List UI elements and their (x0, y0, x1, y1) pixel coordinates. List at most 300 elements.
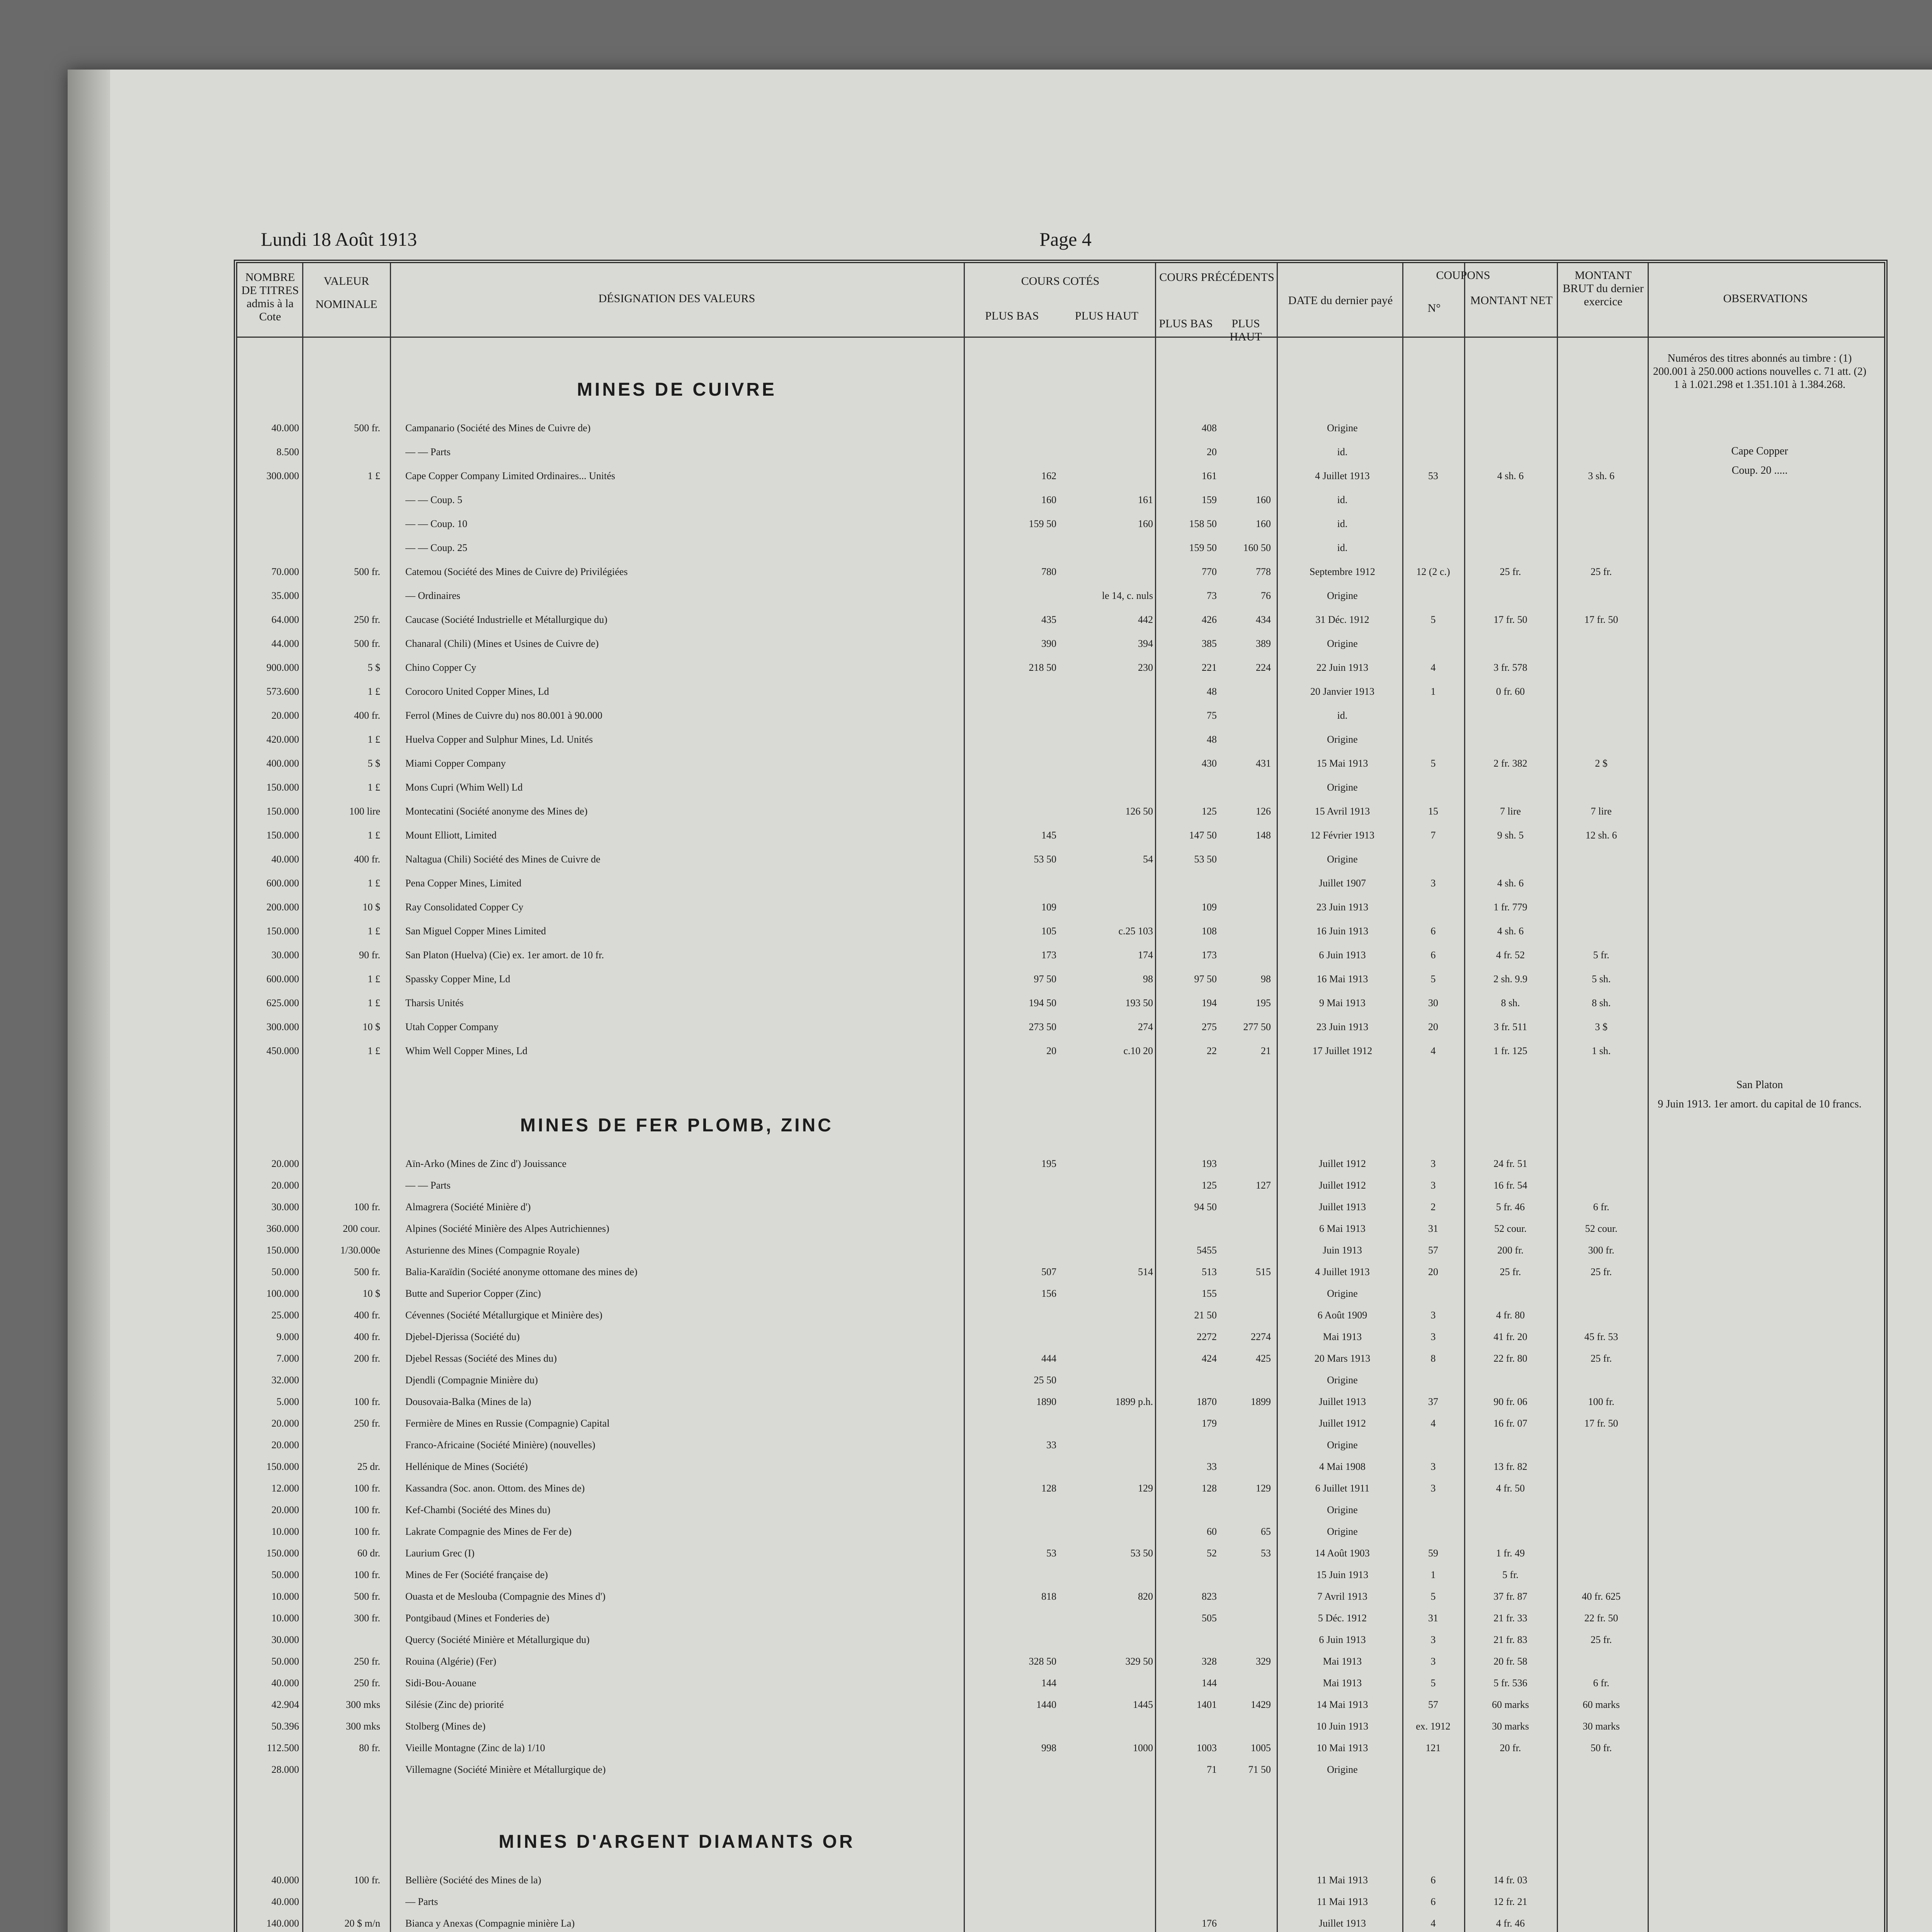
col-nombre: 20.000 (271, 1504, 299, 1515)
header-montant-net: MONTANT NET (1470, 294, 1553, 307)
table-row (237, 661, 1884, 674)
col-prec-haut: 1899 (1251, 1396, 1271, 1407)
col-montant-net: 1 fr. 49 (1496, 1548, 1525, 1559)
col-coupon-num: 4 (1430, 1418, 1436, 1429)
col-montant-brut: 2 $ (1595, 758, 1608, 769)
col-coupon-num: 3 (1430, 1180, 1436, 1191)
col-nombre: 44.000 (271, 638, 299, 649)
col-prec-haut: 71 50 (1248, 1764, 1271, 1775)
newspaper-page (68, 70, 1932, 1932)
col-nombre: 20.000 (271, 1180, 299, 1191)
col-designation: Villemagne (Société Minière et Métallurgique de) (405, 1764, 606, 1775)
col-coupon-num: 6 (1430, 1896, 1436, 1907)
col-coupon-date: id. (1337, 446, 1348, 457)
col-nombre: 200.000 (266, 901, 299, 913)
section-title: MINES DE FER PLOMB, ZINC (520, 1115, 833, 1136)
col-designation: Djendli (Compagnie Minière du) (405, 1374, 538, 1386)
col-cours-bas: 173 (1041, 949, 1056, 961)
col-coupon-num: 57 (1428, 1699, 1438, 1710)
col-designation: Caucase (Société Industrielle et Métallurgique du) (405, 614, 607, 625)
col-montant-net: 17 fr. 50 (1493, 614, 1527, 625)
col-designation: Corocoro United Copper Mines, Ld (405, 686, 549, 697)
table-row (237, 829, 1884, 842)
col-valeur: 1/30.000e (340, 1245, 380, 1256)
col-montant-net: 60 marks (1492, 1699, 1529, 1710)
col-valeur: 10 $ (362, 1021, 380, 1032)
col-nombre: 150.000 (266, 830, 299, 841)
col-valeur: 100 fr. (354, 1504, 380, 1515)
col-valeur: 25 dr. (357, 1461, 380, 1472)
col-nombre: 150.000 (266, 782, 299, 793)
col-coupon-date: Juillet 1913 (1318, 1201, 1366, 1213)
col-coupon-date: Origine (1327, 1288, 1358, 1299)
col-montant-net: 2 sh. 9.9 (1493, 973, 1528, 985)
section-title: MINES D'ARGENT DIAMANTS OR (498, 1832, 855, 1852)
col-valeur: 1 £ (367, 973, 380, 985)
col-prec-bas: 108 (1202, 925, 1217, 937)
col-cours-bas: 195 (1041, 1158, 1056, 1169)
table-row (237, 1020, 1884, 1034)
col-nombre: 70.000 (271, 566, 299, 577)
col-coupon-date: 16 Juin 1913 (1316, 925, 1369, 937)
col-montant-net: 21 fr. 33 (1493, 1612, 1527, 1624)
col-montant-net: 5 fr. 46 (1496, 1201, 1525, 1213)
table-row (237, 1044, 1884, 1058)
col-coupon-num: 6 (1430, 925, 1436, 937)
col-valeur: 5 $ (367, 662, 380, 673)
col-coupon-date: 20 Mars 1913 (1314, 1353, 1371, 1364)
col-montant-brut: 25 fr. (1590, 1353, 1612, 1364)
col-designation: Asturienne des Mines (Compagnie Royale) (405, 1245, 580, 1256)
col-designation: Kef-Chambi (Société des Mines du) (405, 1504, 551, 1515)
col-montant-brut: 100 fr. (1588, 1396, 1614, 1407)
col-montant-brut: 40 fr. 625 (1582, 1591, 1621, 1602)
col-prec-bas: 144 (1202, 1677, 1217, 1689)
col-cours-haut: 160 (1138, 518, 1153, 529)
col-montant-net: 14 fr. 03 (1493, 1874, 1527, 1886)
col-valeur: 500 fr. (354, 566, 380, 577)
col-coupon-num: 8 (1430, 1353, 1436, 1364)
table-row (237, 1265, 1884, 1279)
col-designation: Alpines (Société Minière des Alpes Autrichiennes) (405, 1223, 609, 1234)
col-coupon-num: 4 (1430, 1045, 1436, 1056)
col-coupon-num: 7 (1430, 830, 1436, 841)
col-montant-net: 200 fr. (1497, 1245, 1524, 1256)
col-nombre: 450.000 (266, 1045, 299, 1056)
col-cours-haut: 394 (1138, 638, 1153, 649)
col-cours-haut: 54 (1143, 854, 1153, 865)
col-prec-haut: 389 (1256, 638, 1271, 649)
col-cours-haut: 820 (1138, 1591, 1153, 1602)
col-coupon-date: 6 Juin 1913 (1319, 1634, 1366, 1645)
col-coupon-date: Mai 1913 (1323, 1656, 1362, 1667)
col-coupon-num: 3 (1430, 1483, 1436, 1494)
col-coupon-date: Origine (1327, 590, 1358, 601)
col-designation: Ouasta et de Meslouba (Compagnie des Mines d') (405, 1591, 606, 1602)
table-row (237, 901, 1884, 914)
col-valeur: 100 fr. (354, 1396, 380, 1407)
col-valeur: 500 fr. (354, 1266, 380, 1277)
col-valeur: 10 $ (362, 1288, 380, 1299)
col-coupon-date: Septembre 1912 (1310, 566, 1375, 577)
col-prec-bas: 505 (1202, 1612, 1217, 1624)
col-coupon-date: 6 Juillet 1911 (1315, 1483, 1370, 1494)
col-montant-net: 12 fr. 21 (1493, 1896, 1527, 1907)
header-valeur-sub: NOMINALE (315, 298, 378, 311)
col-montant-net: 4 fr. 46 (1496, 1918, 1525, 1929)
col-cours-bas: 53 50 (1034, 854, 1056, 865)
col-montant-net: 3 fr. 578 (1493, 662, 1527, 673)
col-montant-brut: 3 sh. 6 (1588, 470, 1615, 481)
col-valeur: 1 £ (367, 925, 380, 937)
col-coupon-num: 5 (1430, 973, 1436, 985)
col-designation: Sidi-Bou-Aouane (405, 1677, 476, 1689)
col-prec-haut: 160 (1256, 518, 1271, 529)
col-cours-bas: 25 50 (1034, 1374, 1056, 1386)
col-montant-net: 1 fr. 125 (1493, 1045, 1527, 1056)
col-nombre: 30.000 (271, 1634, 299, 1645)
col-designation: Silésie (Zinc de) priorité (405, 1699, 504, 1710)
col-prec-haut: 53 (1261, 1548, 1271, 1559)
col-coupon-date: id. (1337, 494, 1348, 505)
table-row (237, 853, 1884, 866)
col-cours-bas: 144 (1041, 1677, 1056, 1689)
header-montant-brut: MONTANT BRUT du dernier exercice (1563, 269, 1644, 308)
col-montant-brut: 7 lire (1590, 806, 1612, 817)
col-cours-bas: 194 50 (1029, 997, 1056, 1009)
col-coupon-num: 6 (1430, 1874, 1436, 1886)
col-cours-bas: 33 (1046, 1439, 1056, 1451)
col-prec-haut: 1429 (1251, 1699, 1271, 1710)
table-row (237, 805, 1884, 818)
col-prec-haut: 21 (1261, 1045, 1271, 1056)
col-coupon-date: Origine (1327, 422, 1358, 434)
col-designation: Mons Cupri (Whim Well) Ld (405, 782, 523, 793)
col-cours-bas: 780 (1041, 566, 1056, 577)
col-nombre: 9.000 (276, 1331, 299, 1342)
col-montant-net: 7 lire (1500, 806, 1521, 817)
col-prec-bas: 1003 (1197, 1742, 1217, 1753)
col-montant-brut: 1 sh. (1592, 1045, 1611, 1056)
page-header (261, 228, 1870, 259)
col-coupon-date: 6 Juin 1913 (1319, 949, 1366, 961)
col-montant-net: 20 fr. 58 (1493, 1656, 1527, 1667)
col-valeur: 100 fr. (354, 1874, 380, 1886)
table-row (237, 781, 1884, 794)
table-row (237, 1547, 1884, 1560)
col-nombre: 573.600 (266, 686, 299, 697)
col-designation: Whim Well Copper Mines, Ld (405, 1045, 527, 1056)
col-coupon-date: 14 Août 1903 (1315, 1548, 1370, 1559)
col-nombre: 50.396 (271, 1721, 299, 1732)
col-coupon-num: 59 (1428, 1548, 1438, 1559)
col-coupon-date: 5 Déc. 1912 (1318, 1612, 1367, 1624)
col-valeur: 500 fr. (354, 1591, 380, 1602)
col-coupon-num: ex. 1912 (1416, 1721, 1451, 1732)
col-montant-brut: 30 marks (1582, 1721, 1620, 1732)
col-cours-haut: 514 (1138, 1266, 1153, 1277)
col-prec-bas: 430 (1202, 758, 1217, 769)
col-prec-haut: 65 (1261, 1526, 1271, 1537)
col-designation: Stolberg (Mines de) (405, 1721, 486, 1732)
col-nombre: 40.000 (271, 1896, 299, 1907)
table-row (237, 1503, 1884, 1517)
table-row (237, 1590, 1884, 1603)
col-nombre: 20.000 (271, 1439, 299, 1451)
header-plus-haut: PLUS HAUT (1075, 310, 1139, 322)
table-row (237, 1525, 1884, 1538)
col-coupon-num: 53 (1428, 470, 1438, 481)
col-valeur: 1 £ (367, 1045, 380, 1056)
observation-note: 9 Juin 1913. 1er amort. du capital de 10 francs. (1658, 1098, 1862, 1110)
col-designation: Djebel-Djerissa (Société du) (405, 1331, 520, 1342)
table-row (237, 1742, 1884, 1755)
col-montant-net: 13 fr. 82 (1493, 1461, 1527, 1472)
col-coupon-date: Origine (1327, 782, 1358, 793)
col-valeur: 5 $ (367, 758, 380, 769)
col-montant-net: 21 fr. 83 (1493, 1634, 1527, 1645)
col-coupon-date: Origine (1327, 1504, 1358, 1515)
col-nombre: 7.000 (276, 1353, 299, 1364)
col-nombre: 100.000 (266, 1288, 299, 1299)
col-prec-bas: 1870 (1197, 1396, 1217, 1407)
table-row (237, 1352, 1884, 1365)
col-nombre: 20.000 (271, 1158, 299, 1169)
col-montant-brut: 60 marks (1582, 1699, 1620, 1710)
table-row (237, 1720, 1884, 1733)
col-valeur: 250 fr. (354, 1656, 380, 1667)
col-prec-bas: 408 (1202, 422, 1217, 434)
observation-note: Coup. 20 ..... (1731, 464, 1788, 476)
col-prec-haut: 148 (1256, 830, 1271, 841)
col-valeur: 300 mks (346, 1699, 380, 1710)
col-designation: Campanario (Société des Mines de Cuivre de) (405, 422, 591, 434)
col-coupon-date: 6 Août 1909 (1317, 1310, 1367, 1321)
col-nombre: 40.000 (271, 1874, 299, 1886)
col-prec-bas: 22 (1207, 1045, 1217, 1056)
observation-note: Numéros des titres abonnés au timbre : (1) 200.001 à 250.000 actions nouvelles c. 71 att. (2) 1 à 1.021.298 et 1.351.101 à 1.384.268. (1653, 352, 1867, 391)
observation-note: Cape Copper (1731, 445, 1788, 457)
col-montant-net: 52 cour. (1494, 1223, 1527, 1234)
col-montant-net: 2 fr. 382 (1493, 758, 1527, 769)
col-valeur: 200 fr. (354, 1353, 380, 1364)
col-nombre: 40.000 (271, 854, 299, 865)
col-coupon-date: Juillet 1912 (1318, 1418, 1366, 1429)
col-montant-net: 9 sh. 5 (1497, 830, 1524, 841)
col-nombre: 360.000 (266, 1223, 299, 1234)
col-cours-bas: 273 50 (1029, 1021, 1056, 1032)
col-montant-net: 5 fr. 536 (1493, 1677, 1527, 1689)
header-cours-cotes: COURS COTÉS (1021, 275, 1100, 287)
col-cours-bas: 156 (1041, 1288, 1056, 1299)
col-valeur: 500 fr. (354, 638, 380, 649)
col-designation: Balia-Karaïdin (Société anonyme ottomane des mines de) (405, 1266, 638, 1277)
col-nombre: 600.000 (266, 973, 299, 985)
col-designation: Bianca y Anexas (Compagnie minière La) (405, 1918, 575, 1929)
col-coupon-date: 17 Juillet 1912 (1312, 1045, 1372, 1056)
col-nombre: 900.000 (266, 662, 299, 673)
col-prec-bas: 48 (1207, 686, 1217, 697)
col-montant-brut: 22 fr. 50 (1584, 1612, 1618, 1624)
col-valeur: 100 lire (349, 806, 380, 817)
col-nombre: 30.000 (271, 949, 299, 961)
col-designation: Mount Elliott, Limited (405, 830, 497, 841)
col-prec-haut: 160 (1256, 494, 1271, 505)
col-coupon-num: 1 (1430, 686, 1436, 697)
col-prec-bas: 5455 (1197, 1245, 1217, 1256)
table-row (237, 469, 1884, 483)
col-prec-haut: 129 (1256, 1483, 1271, 1494)
col-prec-bas: 158 50 (1189, 518, 1217, 529)
table-row (237, 1330, 1884, 1344)
col-designation: Aïn-Arko (Mines de Zinc d') Jouissance (405, 1158, 566, 1169)
col-valeur: 300 mks (346, 1721, 380, 1732)
col-designation: Catemou (Société des Mines de Cuivre de) Privilégiées (405, 566, 628, 577)
col-cours-bas: 105 (1041, 925, 1056, 937)
col-coupon-date: Juin 1913 (1323, 1245, 1362, 1256)
col-montant-net: 0 fr. 60 (1496, 686, 1525, 697)
col-coupon-num: 6 (1430, 949, 1436, 961)
col-designation: Pontgibaud (Mines et Fonderies de) (405, 1612, 549, 1624)
table-row (237, 565, 1884, 578)
col-prec-bas: 97 50 (1194, 973, 1217, 985)
col-montant-net: 41 fr. 20 (1493, 1331, 1527, 1342)
col-prec-bas: 73 (1207, 590, 1217, 601)
col-coupon-date: 7 Avril 1913 (1317, 1591, 1367, 1602)
col-cours-bas: 1890 (1036, 1396, 1056, 1407)
col-cours-bas: 159 50 (1029, 518, 1056, 529)
col-prec-bas: 770 (1202, 566, 1217, 577)
header-nombre: NOMBRE DE TITRES admis à la Cote (241, 271, 299, 323)
col-valeur: 400 fr. (354, 710, 380, 721)
table-row (237, 1568, 1884, 1582)
col-cours-haut: le 14, c. nuls (1102, 590, 1153, 601)
table-row (237, 1763, 1884, 1776)
table-row (237, 1633, 1884, 1646)
col-cours-bas: 435 (1041, 614, 1056, 625)
col-designation: Miami Copper Company (405, 758, 506, 769)
col-cours-bas: 20 (1046, 1045, 1056, 1056)
col-coupon-date: 16 Mai 1913 (1316, 973, 1368, 985)
col-prec-haut: 160 50 (1243, 542, 1271, 553)
col-coupon-num: 12 (2 c.) (1416, 566, 1450, 577)
col-designation: — — Parts (405, 1180, 451, 1191)
col-nombre: 150.000 (266, 1245, 299, 1256)
col-valeur: 400 fr. (354, 1331, 380, 1342)
col-coupon-date: 15 Juin 1913 (1316, 1569, 1369, 1580)
col-designation: Butte and Superior Copper (Zinc) (405, 1288, 541, 1299)
col-coupon-num: 3 (1430, 878, 1436, 889)
col-coupon-date: Origine (1327, 1764, 1358, 1775)
col-valeur: 90 fr. (359, 949, 380, 961)
col-valeur: 250 fr. (354, 614, 380, 625)
col-montant-net: 4 sh. 6 (1497, 878, 1524, 889)
col-prec-bas: 173 (1202, 949, 1217, 961)
col-coupon-num: 3 (1430, 1331, 1436, 1342)
col-designation: Cévennes (Société Métallurgique et Minière des) (405, 1310, 602, 1321)
col-designation: Hellénique de Mines (Société) (405, 1461, 528, 1472)
col-valeur: 250 fr. (354, 1677, 380, 1689)
col-montant-net: 3 fr. 511 (1493, 1021, 1527, 1032)
col-cours-haut: 442 (1138, 614, 1153, 625)
col-cours-haut: c.10 20 (1123, 1045, 1153, 1056)
col-prec-bas: 33 (1207, 1461, 1217, 1472)
col-nombre: 150.000 (266, 1461, 299, 1472)
col-coupon-date: 14 Mai 1913 (1316, 1699, 1368, 1710)
table-row (237, 1677, 1884, 1690)
col-montant-net: 16 fr. 07 (1493, 1418, 1527, 1429)
col-cours-bas: 998 (1041, 1742, 1056, 1753)
col-designation: Lakrate Compagnie des Mines de Fer de) (405, 1526, 572, 1537)
col-designation: Cape Copper Company Limited Ordinaires... Unités (405, 470, 616, 481)
col-nombre: 50.000 (271, 1569, 299, 1580)
table-row (237, 1374, 1884, 1387)
col-nombre: 28.000 (271, 1764, 299, 1775)
col-valeur: 300 fr. (354, 1612, 380, 1624)
col-montant-net: 8 sh. (1501, 997, 1520, 1009)
col-nombre: 64.000 (271, 614, 299, 625)
col-nombre: 600.000 (266, 878, 299, 889)
col-prec-haut: 1005 (1251, 1742, 1271, 1753)
col-valeur: 1 £ (367, 686, 380, 697)
table-row (237, 757, 1884, 770)
col-coupon-num: 57 (1428, 1245, 1438, 1256)
col-nombre: 140.000 (266, 1918, 299, 1929)
col-montant-net: 24 fr. 51 (1493, 1158, 1527, 1169)
col-cours-bas: 218 50 (1029, 662, 1056, 673)
col-coupon-num: 5 (1430, 1677, 1436, 1689)
col-designation: San Platon (Huelva) (Cie) ex. 1er amort. de 10 fr. (405, 949, 604, 961)
col-valeur: 20 $ m/n (344, 1918, 380, 1929)
col-coupon-date: 10 Juin 1913 (1316, 1721, 1369, 1732)
col-coupon-date: Juillet 1912 (1318, 1158, 1366, 1169)
col-cours-bas: 818 (1041, 1591, 1056, 1602)
col-prec-haut: 126 (1256, 806, 1271, 817)
col-cours-bas: 444 (1041, 1353, 1056, 1364)
col-montant-net: 4 sh. 6 (1497, 470, 1524, 481)
col-cours-haut: 274 (1138, 1021, 1153, 1032)
header-valeur: VALEUR (323, 275, 369, 287)
table-row (237, 1655, 1884, 1668)
col-designation: Utah Copper Company (405, 1021, 499, 1032)
col-prec-bas: 176 (1202, 1918, 1217, 1929)
col-cours-haut: 161 (1138, 494, 1153, 505)
col-nombre: 32.000 (271, 1374, 299, 1386)
col-designation: Quercy (Société Minière et Métallurgique du) (405, 1634, 590, 1645)
col-prec-bas: 179 (1202, 1418, 1217, 1429)
table-row (237, 589, 1884, 602)
col-prec-haut: 277 50 (1243, 1021, 1271, 1032)
table-row (237, 541, 1884, 554)
col-cours-haut: 174 (1138, 949, 1153, 961)
col-designation: — Ordinaires (405, 590, 461, 601)
col-coupon-date: Juillet 1907 (1318, 878, 1366, 889)
table-row (237, 1157, 1884, 1170)
header-plus-bas: PLUS BAS (985, 310, 1039, 322)
table-row (237, 613, 1884, 626)
col-montant-brut: 17 fr. 50 (1584, 614, 1618, 625)
col-montant-brut: 17 fr. 50 (1584, 1418, 1618, 1429)
col-designation: San Miguel Copper Mines Limited (405, 925, 546, 937)
col-nombre: 30.000 (271, 1201, 299, 1213)
header-prec-plus-haut: PLUS HAUT (1230, 317, 1262, 343)
col-cours-haut: 193 50 (1125, 997, 1153, 1009)
col-coupon-num: 4 (1430, 662, 1436, 673)
col-coupon-num: 30 (1428, 997, 1438, 1009)
col-nombre: 150.000 (266, 925, 299, 937)
col-valeur: 1 £ (367, 997, 380, 1009)
col-coupon-date: 12 Février 1913 (1310, 830, 1375, 841)
